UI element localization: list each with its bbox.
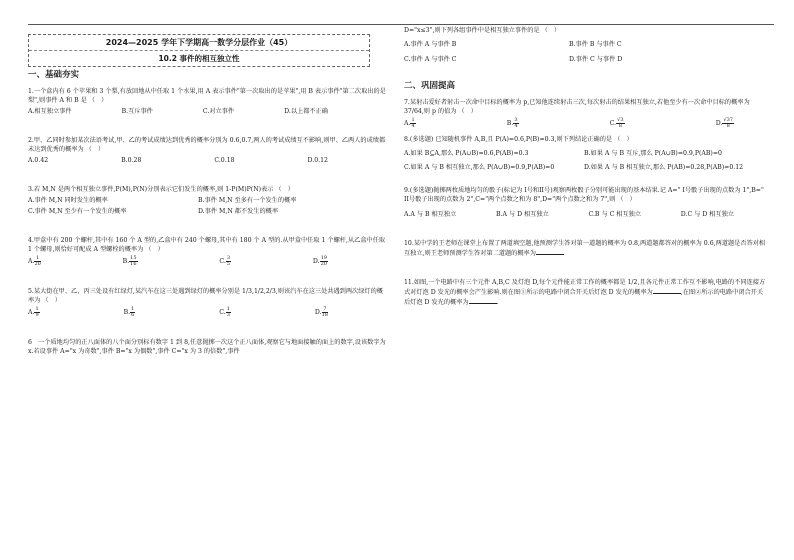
question-10 xyxy=(404,239,769,258)
question-text: 5.某大街在甲、乙、丙三处设有红绿灯,某汽车在这三处遇到绿灯的概率分别是 1/3,1/2,2/3,则该汽车在这三处共遇到两次绿灯的概率为 （ ） xyxy=(28,288,383,304)
option-a[interactable]: A.事件 M,N 同时发生的概率 xyxy=(28,197,108,204)
option-c[interactable]: C. $\frac{1}{3}$ xyxy=(219,306,230,318)
options-row xyxy=(28,156,328,165)
option-b[interactable]: B. $\frac{15}{16}$ xyxy=(122,255,137,267)
question-5 xyxy=(28,287,388,318)
question-text: 10.某中学的王老师在课堂上布置了两道填空题,他预测学生答对第一道题的概率为 0.8,两道题都答对的概率为 0.6,两道题是否答对相互独立,则王老师预测学生答对第二道题的概率为 xyxy=(404,240,766,257)
question-6 xyxy=(28,338,388,356)
option-d[interactable]: D.事件 M,N 都不发生的概率 xyxy=(198,208,279,215)
option-a[interactable]: A. $\frac{1}{9}$ xyxy=(28,306,39,318)
option-b[interactable]: B.0.28 xyxy=(121,157,142,164)
option-c[interactable]: C.事件 A 与事件 C xyxy=(404,56,457,63)
worksheet-title: 2024—2025 学年下学期高一数学分层作业（45） xyxy=(29,35,369,51)
question-1 xyxy=(28,87,388,116)
top-rule xyxy=(28,24,774,25)
options-row xyxy=(28,256,328,267)
question-text: 9.(多选题)抛掷两枚质地均匀的骰子(标记为 I号和II号)观察两枚骰子分别可能出现的基本结果.记 A=" I号骰子出现的点数为 1",B=" II号骰子出现的点数为 2",C="两个点数之和为 8",D="两个点数之和为 7",则 （ ） xyxy=(404,187,764,203)
question-9 xyxy=(404,186,769,219)
question-11 xyxy=(404,278,769,307)
question-text: 2.甲、乙同时参加某次法语考试,甲、乙的考试成绩达到优秀的概率分别为 0.6,0.7,两人的考试成绩互不影响,则甲、乙两人的成绩都未达到优秀的概率为 （ ） xyxy=(28,137,386,153)
option-d[interactable]: D.如果 A 与 B 相互独立,那么 P(AB)=0.28,P(AB)=0.12 xyxy=(584,164,744,171)
option-b[interactable]: B.如果 A 与 B 互斥,那么 P(A∪B)=0.9,P(AB)=0 xyxy=(584,150,722,157)
right-column xyxy=(404,26,769,307)
option-d[interactable]: D. $\frac{√37}{8}$ xyxy=(715,117,733,129)
options-grid xyxy=(404,149,769,172)
options-row xyxy=(404,118,734,129)
question-text: 8.(多选题) 已知随机事件 A,B,且 P(A)=0.6,P(B)=0.3,则下列结论正确的是 （ ） xyxy=(404,136,633,143)
option-c[interactable]: C.对立事件 xyxy=(202,108,235,115)
options-grid xyxy=(28,196,388,216)
option-b[interactable]: B.互斥事件 xyxy=(121,108,153,115)
option-d[interactable]: D.以上都不正确 xyxy=(284,108,328,115)
option-a[interactable]: A.A 与 B 相互独立 xyxy=(404,211,457,218)
option-d[interactable]: D.C 与 D 相互独立 xyxy=(680,211,734,218)
question-text: 1.一个盒内有 6 个苹果和 3 个梨,有放回地从中任取 1 个水果,用 A 表示事件"第一次取出的是苹果",用 B 表示事件"第二次取出的是梨",则事件 A 和 B 是 （ ） xyxy=(28,88,386,104)
option-c[interactable]: C. $\frac{3}{5}$ xyxy=(219,255,231,267)
options-row xyxy=(28,107,328,116)
question-8 xyxy=(404,135,769,172)
option-b[interactable]: B.事件 M,N 至多有一个发生的概率 xyxy=(198,197,297,204)
options-row xyxy=(404,210,734,219)
option-b[interactable]: B. $\frac{3}{4}$ xyxy=(506,117,518,129)
lesson-subtitle: 10.2 事件的相互独立性 xyxy=(158,54,240,63)
options-grid xyxy=(404,40,769,64)
section-advanced: 二、巩固提高 xyxy=(404,81,456,91)
question-text: 11.如图,一个电路中有三个元件 A,B,C 及灯泡 D,每个元件能正常工作的概率都是 1/2,且各元件正常工作互不影响,电路的不同连接方式对灯泡 D 发光的概率会产生影响.则在图①所示的电路中闭合开关后灯泡 D 发光的概率为 ,在图②所示的电路中闭合开关后灯泡 D 发光的概率为 . xyxy=(404,279,766,306)
option-d[interactable]: D.0.12 xyxy=(307,157,328,164)
question-7 xyxy=(404,98,769,129)
option-a[interactable]: A. $\frac{1}{4}$ xyxy=(404,117,415,129)
question-4 xyxy=(28,236,388,267)
option-d[interactable]: D.事件 C 与事件 D xyxy=(569,56,623,63)
option-a[interactable]: A.事件 A 与事件 B xyxy=(404,41,457,48)
answer-blank-1[interactable] xyxy=(653,287,681,294)
question-text: 3.若 M,N 是两个相互独立事件,P(M),P(N)分别表示它们发生的概率,则 1-P(M)P(N)表示 （ ） xyxy=(28,186,294,193)
question-text: 4.甲盒中有 200 个螺杆,其中有 160 个 A 型的,乙盒中有 240 个螺母,其中有 180 个 A 型的.从甲盒中任取 1 个螺杆,从乙盒中任取 1 个螺母,则恰好可配成 A 型螺栓的概率为 （ ） xyxy=(28,237,386,253)
option-c[interactable]: C.B 与 C 相互独立 xyxy=(588,211,642,218)
option-c[interactable]: C.0.18 xyxy=(214,157,235,164)
options-row xyxy=(28,307,328,318)
question-text: 6 一个质地均匀的正八面体的八个面分别标有数字 1 到 8,任意抛掷一次这个正八面体,观察它与地面接触的面上的数字,设该数字为 x.若设事件 A="x 为奇数",事件 B="x 为偶数",事件 C="x 为 3 的倍数",事件 xyxy=(28,339,386,355)
left-column xyxy=(28,26,388,356)
option-a[interactable]: A.如果 B⊆A,那么 P(A∪B)=0.6,P(AB)=0.3 xyxy=(404,150,529,157)
option-b[interactable]: B. $\frac{1}{6}$ xyxy=(123,306,135,318)
section-basic: 一、基础夯实 xyxy=(28,70,80,80)
option-d[interactable]: D. $\frac{19}{20}$ xyxy=(312,255,327,267)
option-c[interactable]: C.如果 A 与 B 相互独立,那么 P(A∪B)=0.9,P(AB)=0 xyxy=(404,164,555,171)
question-3 xyxy=(28,185,388,216)
option-b[interactable]: B.A 与 D 相互独立 xyxy=(495,211,549,218)
option-a[interactable]: A.0.42 xyxy=(28,157,49,164)
option-c[interactable]: C. $\frac{√3}{8}$ xyxy=(609,117,624,129)
option-d[interactable]: D. $\frac{7}{18}$ xyxy=(314,306,328,318)
question-text: 7.某射击爱好者射击一次命中目标的概率为 p,已知他连续射击三次,每次射击的结果相互独立,若他至少有一次命中目标的概率为 37/64,则 p 的值为 （ ） xyxy=(404,99,750,115)
question-text: D="x≤3",则下列各组事件中是相互独立事件的是 （ ） xyxy=(404,27,561,34)
answer-blank[interactable] xyxy=(536,248,564,255)
option-a[interactable]: A. $\frac{1}{20}$ xyxy=(28,255,41,267)
title-box xyxy=(28,34,370,67)
question-6-continued xyxy=(404,26,769,64)
answer-blank-2[interactable] xyxy=(469,297,497,304)
option-b[interactable]: B.事件 B 与事件 C xyxy=(569,41,622,48)
question-2 xyxy=(28,136,388,165)
option-c[interactable]: C.事件 M,N 至少有一个发生的概率 xyxy=(28,208,127,215)
option-a[interactable]: A.相互独立事件 xyxy=(28,108,72,115)
